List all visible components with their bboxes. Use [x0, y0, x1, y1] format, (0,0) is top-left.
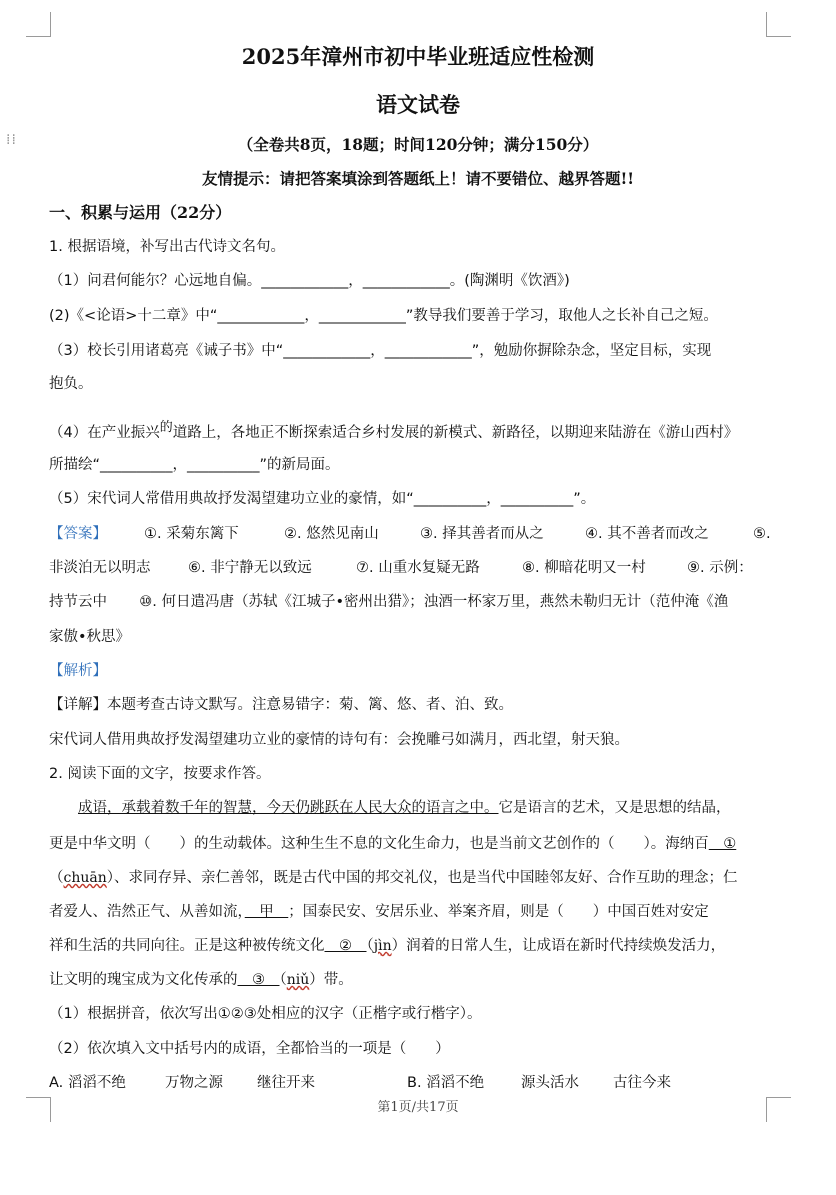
answer-item: ⑤. — [753, 526, 771, 542]
answer-line3: 持节云中 ⑩. 何日遣冯唐（苏轼《江城子•密州出猎》；浊酒一杯家万里，燕然未勒归无计（范仲淹《渔 — [49, 594, 729, 610]
blank-jia[interactable]: 甲 — [244, 904, 289, 920]
q2-passage-line3: （chuān）、求同存异、亲仁善邻，既是古代中国的邦交礼仪，也是当代中国睦邻友好、合作互助的理念；仁 — [49, 870, 738, 886]
passage-text: ；国泰民安、安居乐业、举案齐眉，则是（ ）中国百姓对安定 — [288, 904, 709, 920]
answer-line1 — [49, 524, 771, 544]
answer-item: ③. 择其善者而从之 — [420, 526, 544, 542]
page-number: 第1页/共17页 — [377, 1100, 459, 1115]
passage-text: 更是中华文明（ ）的生动载体。这种生生不息的文化生命力，也是当前文艺创作的（ ）。海纳百 — [49, 836, 709, 852]
q1-sub3-line1: （3）校长引用诸葛亮《诫子书》中“____________，____________”，勉励你摒除杂念，坚定目标，实现 — [49, 343, 712, 359]
option-b-item: 古往今来 — [613, 1075, 671, 1091]
option-a[interactable] — [49, 1073, 315, 1093]
q1-sub4-line1 — [49, 418, 738, 443]
option-a-item: 万物之源 — [165, 1075, 223, 1091]
q2-passage-line4 — [49, 902, 709, 922]
option-b[interactable] — [407, 1073, 671, 1093]
answer-line2 — [49, 558, 753, 578]
analysis-tag: 【解析】 — [49, 663, 107, 679]
option-a-item: 继往开来 — [257, 1075, 315, 1091]
q1-sub3-line2: 抱负。 — [49, 376, 93, 392]
answer-item: ⑧. 柳暗花明又一村 — [522, 560, 646, 576]
q2-passage-line6: 让文明的瑰宝成为文化传承的 ③ （niǔ）带。 — [49, 972, 353, 988]
q2-passage-line5: 祥和生活的共同向往。正是这种被传统文化 ② （jìn）润着的日常人生，让成语在新时代持续焕发活力， — [49, 938, 726, 954]
option-a-item: A. 滔滔不绝 — [49, 1075, 126, 1091]
q1-sub4-pre: （4）在产业振兴 — [49, 424, 160, 441]
q2-passage-line2 — [49, 834, 736, 854]
answer-line4: 家傲•秋思》 — [49, 629, 131, 645]
answer-item: ⑦. 山重水复疑无路 — [356, 560, 480, 576]
answer-item: 非淡泊无以明志 — [49, 560, 151, 576]
option-b-item: 源头活水 — [521, 1075, 579, 1091]
section-heading: 一、积累与运用（22分） — [49, 203, 232, 222]
q1-sub2: (2)《<论语>十二章》中“____________，____________”教导我们要善于学习，取他人之长补自己之短。 — [49, 308, 718, 324]
underlined-sentence: 成语，承载着数千年的智慧，今天仍跳跃在人民大众的语言之中。 — [78, 800, 499, 816]
crop-mark-top-left — [26, 12, 51, 37]
passage-text: 者爱人、浩然正气、从善如流， — [49, 904, 245, 920]
exam-title: 2025年漳州市初中毕业班适应性检测 — [241, 44, 595, 69]
blank-3[interactable]: ③ — [237, 972, 280, 988]
subject-title: 语文试卷 — [376, 92, 460, 117]
passage-text: ）带。 — [309, 972, 353, 988]
pinyin-chuan: chuān — [63, 870, 107, 886]
q1-sub4-post: 道路上，各地正不断探索适合乡村发展的新模式、新路径，以期迎来陆游在《游山西村》 — [172, 424, 739, 441]
passage-text: 它是语言的艺术，又是思想的结晶， — [498, 800, 731, 816]
pinyin-jin: jìn — [373, 938, 392, 954]
passage-text: ）润着的日常人生，让成语在新时代持续焕发活力， — [391, 938, 726, 954]
answer-item: ⑥. 非宁静无以致远 — [188, 560, 312, 576]
q1-sub4-line2: 所描绘“__________，__________”的新局面。 — [49, 457, 340, 473]
q2-sub2: （2）依次填入文中括号内的成语，全都恰当的一项是（ ） — [49, 1041, 450, 1057]
crop-mark-top-right — [766, 12, 791, 37]
tip-line: 友情提示：请把答案填涂到答题纸上！请不要错位、越界答题!! — [201, 169, 635, 188]
q2-passage-line1 — [78, 798, 731, 818]
exam-info: （全卷共8页，18题；时间120分钟；满分150分） — [237, 135, 599, 154]
answer-item: ②. 悠然见南山 — [284, 526, 379, 542]
option-b-item: B. 滔滔不绝 — [407, 1075, 485, 1091]
passage-text: 让文明的瑰宝成为文化传承的 — [49, 972, 238, 988]
passage-text: ）、求同存异、亲仁善邻，既是古代中国的邦交礼仪，也是当代中国睦邻友好、合作互助的理念；仁 — [106, 870, 738, 886]
drag-handle-icon[interactable]: ⁞⁞ — [6, 132, 17, 148]
blank-1[interactable]: ① — [708, 836, 737, 852]
q1-sub1: （1）问君何能尔？心远地自偏。____________，____________。(陶渊明《饮酒》) — [49, 273, 570, 289]
answer-item: ⑨. 示例： — [687, 560, 753, 576]
q1-sub4-sup: 的 — [159, 420, 173, 435]
pinyin-niu: niǔ — [286, 972, 310, 988]
q2-sub1: （1）根据拼音，依次写出①②③处相应的汉字（正楷字或行楷字）。 — [49, 1006, 482, 1022]
detail-line1: 【详解】本题考查古诗文默写。注意易错字：菊、篱、悠、者、泊、致。 — [49, 697, 513, 713]
answer-item: ④. 其不善者而改之 — [585, 526, 709, 542]
answer-tag: 【答案】 — [49, 526, 107, 542]
q1-stem: 1. 根据语境，补写出古代诗文名句。 — [49, 239, 285, 255]
answer-item: ①. 采菊东篱下 — [144, 526, 239, 542]
q2-stem: 2. 阅读下面的文字，按要求作答。 — [49, 766, 271, 782]
blank-2[interactable]: ② — [324, 938, 367, 954]
passage-text: 祥和生活的共同向往。正是这种被传统文化 — [49, 938, 325, 954]
detail-line2: 宋代词人借用典故抒发渴望建功立业的豪情的诗句有：会挽雕弓如满月，西北望，射天狼。 — [49, 732, 629, 748]
q1-sub5: （5）宋代词人常借用典故抒发渴望建功立业的豪情，如“__________，__________”。 — [49, 491, 596, 507]
